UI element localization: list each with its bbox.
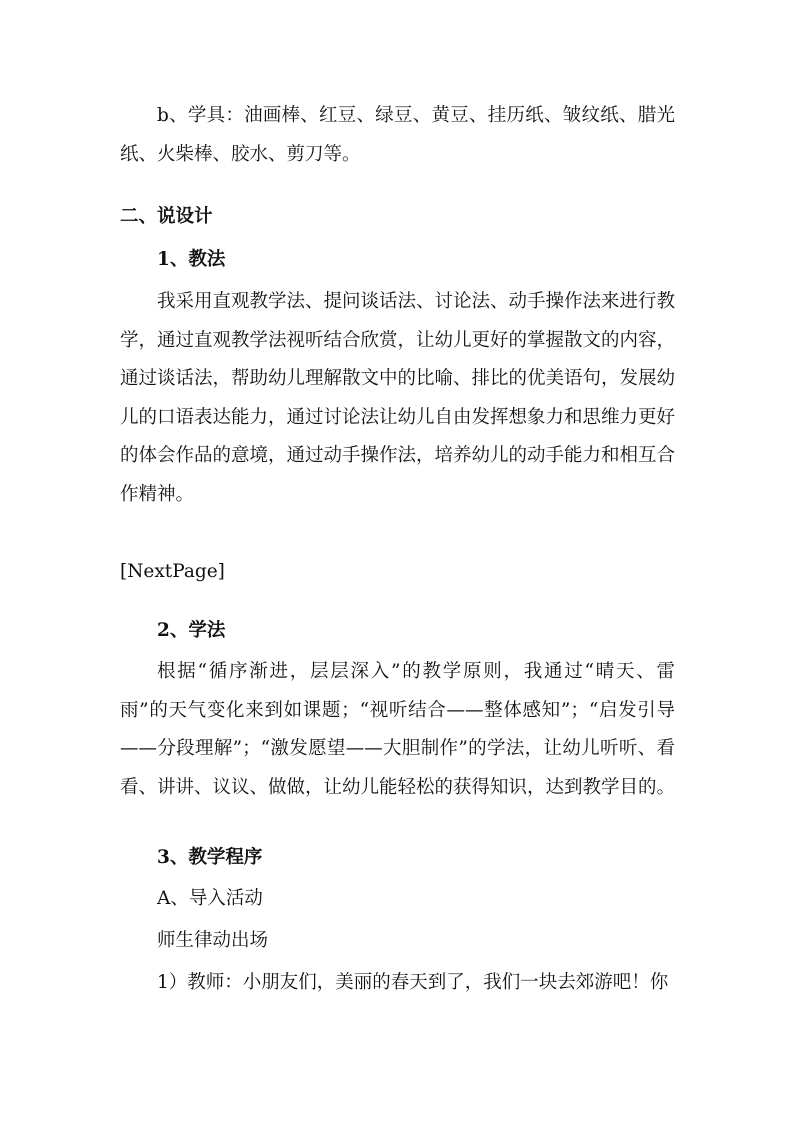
teacher-dialogue: 1）教师：小朋友们，美丽的春天到了，我们一块去郊游吧！你 <box>157 972 669 993</box>
learning-method-heading: 2、学法 <box>157 620 226 641</box>
activity-a-heading: A、导入活动 <box>157 888 263 909</box>
activity-a-subtitle: 师生律动出场 <box>157 930 269 951</box>
page-break-marker: [NextPage] <box>120 561 225 582</box>
procedure-heading: 3、教学程序 <box>157 847 263 868</box>
learning-method-paragraph: 根据“循序渐进，层层深入”的教学原则，我通过“晴天、雷雨”的天气变化来到如课题；“视听结合——整体感知”；“启发引导——分段理解”；“激发愿望——大胆制作”的学法，让幼儿听听、看看、讲讲、议议、做做，让幼儿能轻松的获得知识，达到教学目的。 <box>120 661 676 798</box>
materials-paragraph: b、学具：油画棒、红豆、绿豆、黄豆、挂历纸、皱纹纸、腊光纸、火柴棒、胶水、剪刀等。 <box>120 105 675 165</box>
teaching-method-heading: 1、教法 <box>157 249 226 270</box>
section-heading: 二、说设计 <box>120 206 213 227</box>
teaching-method-paragraph: 我采用直观教学法、提问谈话法、讨论法、动手操作法来进行教学，通过直观教学法视听结合欣赏，让幼儿更好的掌握散文的内容，通过谈话法，帮助幼儿理解散文中的比喻、排比的优美语句，发展幼儿的口语表达能力，通过讨论法让幼儿自由发挥想象力和思维力更好的体会作品的意境，通过动手操作法，培养幼儿的动手能力和相互合作精神。 <box>120 291 676 505</box>
